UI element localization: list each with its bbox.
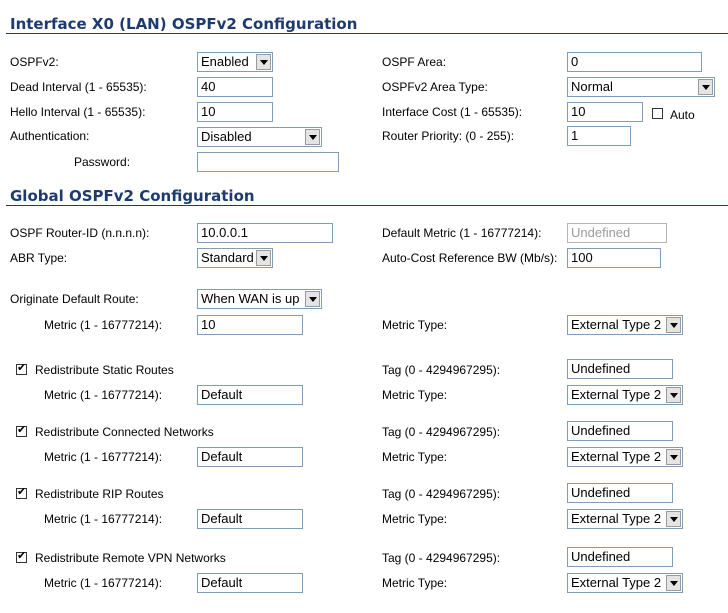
vpn-metric-label: Metric (1 - 16777214):	[44, 576, 163, 590]
originate-default-route-label: Originate Default Route:	[10, 292, 139, 306]
router-priority-label: Router Priority: (0 - 255):	[382, 129, 515, 143]
authentication-label: Authentication:	[10, 129, 90, 143]
chevron-down-icon	[666, 449, 681, 465]
ospf-area-input[interactable]: 0	[567, 52, 702, 72]
chevron-down-icon	[666, 317, 681, 333]
rip-metric-type-select[interactable]	[567, 509, 683, 529]
rip-tag-input[interactable]: Undefined	[567, 483, 673, 503]
dead-interval-label: Dead Interval (1 - 65535):	[10, 80, 147, 94]
redistribute-vpn-label: Redistribute Remote VPN Networks	[35, 551, 226, 565]
connected-metric-input[interactable]: Default	[197, 447, 303, 467]
abr-type-label: ABR Type:	[10, 251, 68, 265]
hello-interval-input[interactable]: 10	[197, 102, 273, 122]
redistribute-rip-checkbox[interactable]	[16, 488, 27, 499]
area-type-select[interactable]	[567, 77, 715, 97]
rip-metric-type-label: Metric Type:	[382, 512, 448, 526]
hello-interval-label: Hello Interval (1 - 65535):	[10, 105, 146, 119]
abr-type-select-value: Standard	[201, 250, 254, 265]
default-metric-label: Default Metric (1 - 16777214):	[382, 226, 542, 240]
redistribute-connected-label: Redistribute Connected Networks	[35, 425, 214, 439]
interface-section-rule	[6, 33, 728, 34]
default-metric-input[interactable]: Undefined	[567, 223, 667, 243]
ospf-area-label: OSPF Area:	[382, 55, 447, 69]
originate-metric-input[interactable]: 10	[197, 315, 303, 335]
connected-tag-label: Tag (0 - 4294967295):	[382, 425, 501, 439]
ospfv2-label: OSPFv2:	[10, 55, 59, 69]
connected-metric-type-value: External Type 2	[571, 449, 662, 464]
rip-tag-label: Tag (0 - 4294967295):	[382, 487, 501, 501]
static-tag-input[interactable]: Undefined	[567, 359, 673, 379]
chevron-down-icon	[305, 129, 320, 145]
area-type-label: OSPFv2 Area Type:	[382, 80, 488, 94]
connected-metric-type-label: Metric Type:	[382, 450, 448, 464]
dead-interval-input[interactable]: 40	[197, 77, 273, 97]
interface-section-title: Interface X0 (LAN) OSPFv2 Configuration	[10, 15, 358, 33]
autocost-input[interactable]: 100	[567, 248, 661, 268]
abr-type-select[interactable]	[197, 248, 273, 268]
cost-auto-checkbox[interactable]	[652, 108, 663, 119]
static-tag-label: Tag (0 - 4294967295):	[382, 363, 501, 377]
static-metric-type-select[interactable]	[567, 385, 683, 405]
originate-metric-type-value: External Type 2	[571, 317, 662, 332]
static-metric-type-label: Metric Type:	[382, 388, 448, 402]
originate-select-value: When WAN is up	[201, 291, 300, 306]
vpn-tag-label: Tag (0 - 4294967295):	[382, 551, 501, 565]
originate-metric-type-select[interactable]	[567, 315, 683, 335]
cost-auto-label: Auto	[670, 108, 695, 122]
static-metric-type-value: External Type 2	[571, 387, 662, 402]
chevron-down-icon	[305, 291, 320, 307]
rip-metric-type-value: External Type 2	[571, 511, 662, 526]
rip-metric-input[interactable]: Default	[197, 509, 303, 529]
global-section-rule	[6, 205, 728, 206]
static-metric-label: Metric (1 - 16777214):	[44, 388, 163, 402]
interface-cost-label: Interface Cost (1 - 65535):	[382, 105, 523, 119]
redistribute-static-label: Redistribute Static Routes	[35, 363, 174, 377]
chevron-down-icon	[256, 54, 271, 70]
vpn-metric-type-label: Metric Type:	[382, 576, 448, 590]
redistribute-static-checkbox[interactable]	[16, 364, 27, 375]
originate-metric-type-label: Metric Type:	[382, 318, 448, 332]
chevron-down-icon	[666, 575, 681, 591]
password-input[interactable]	[197, 152, 339, 172]
ospfv2-select[interactable]	[197, 52, 273, 72]
redistribute-connected-checkbox[interactable]	[16, 426, 27, 437]
rip-metric-label: Metric (1 - 16777214):	[44, 512, 163, 526]
chevron-down-icon	[256, 250, 271, 266]
redistribute-vpn-checkbox[interactable]	[16, 552, 27, 563]
autocost-label: Auto-Cost Reference BW (Mb/s):	[382, 251, 558, 265]
vpn-metric-type-select[interactable]	[567, 573, 683, 593]
static-metric-input[interactable]: Default	[197, 385, 303, 405]
authentication-select-value: Disabled	[201, 129, 252, 144]
chevron-down-icon	[698, 79, 713, 95]
authentication-select[interactable]	[197, 127, 322, 147]
vpn-metric-type-value: External Type 2	[571, 575, 662, 590]
redistribute-rip-label: Redistribute RIP Routes	[35, 487, 164, 501]
chevron-down-icon	[666, 511, 681, 527]
ospfv2-select-value: Enabled	[201, 54, 249, 69]
global-section-title: Global OSPFv2 Configuration	[10, 187, 255, 205]
chevron-down-icon	[666, 387, 681, 403]
router-id-label: OSPF Router-ID (n.n.n.n):	[10, 226, 150, 240]
connected-tag-input[interactable]: Undefined	[567, 421, 673, 441]
vpn-tag-input[interactable]: Undefined	[567, 547, 673, 567]
originate-metric-label: Metric (1 - 16777214):	[44, 318, 163, 332]
router-id-input[interactable]: 10.0.0.1	[197, 223, 333, 243]
originate-default-route-select[interactable]	[197, 289, 322, 309]
connected-metric-type-select[interactable]	[567, 447, 683, 467]
password-label: Password:	[74, 155, 131, 169]
area-type-select-value: Normal	[571, 79, 613, 94]
connected-metric-label: Metric (1 - 16777214):	[44, 450, 163, 464]
interface-cost-input[interactable]: 10	[567, 102, 643, 122]
vpn-metric-input[interactable]: Default	[197, 573, 303, 593]
router-priority-input[interactable]: 1	[567, 126, 631, 146]
